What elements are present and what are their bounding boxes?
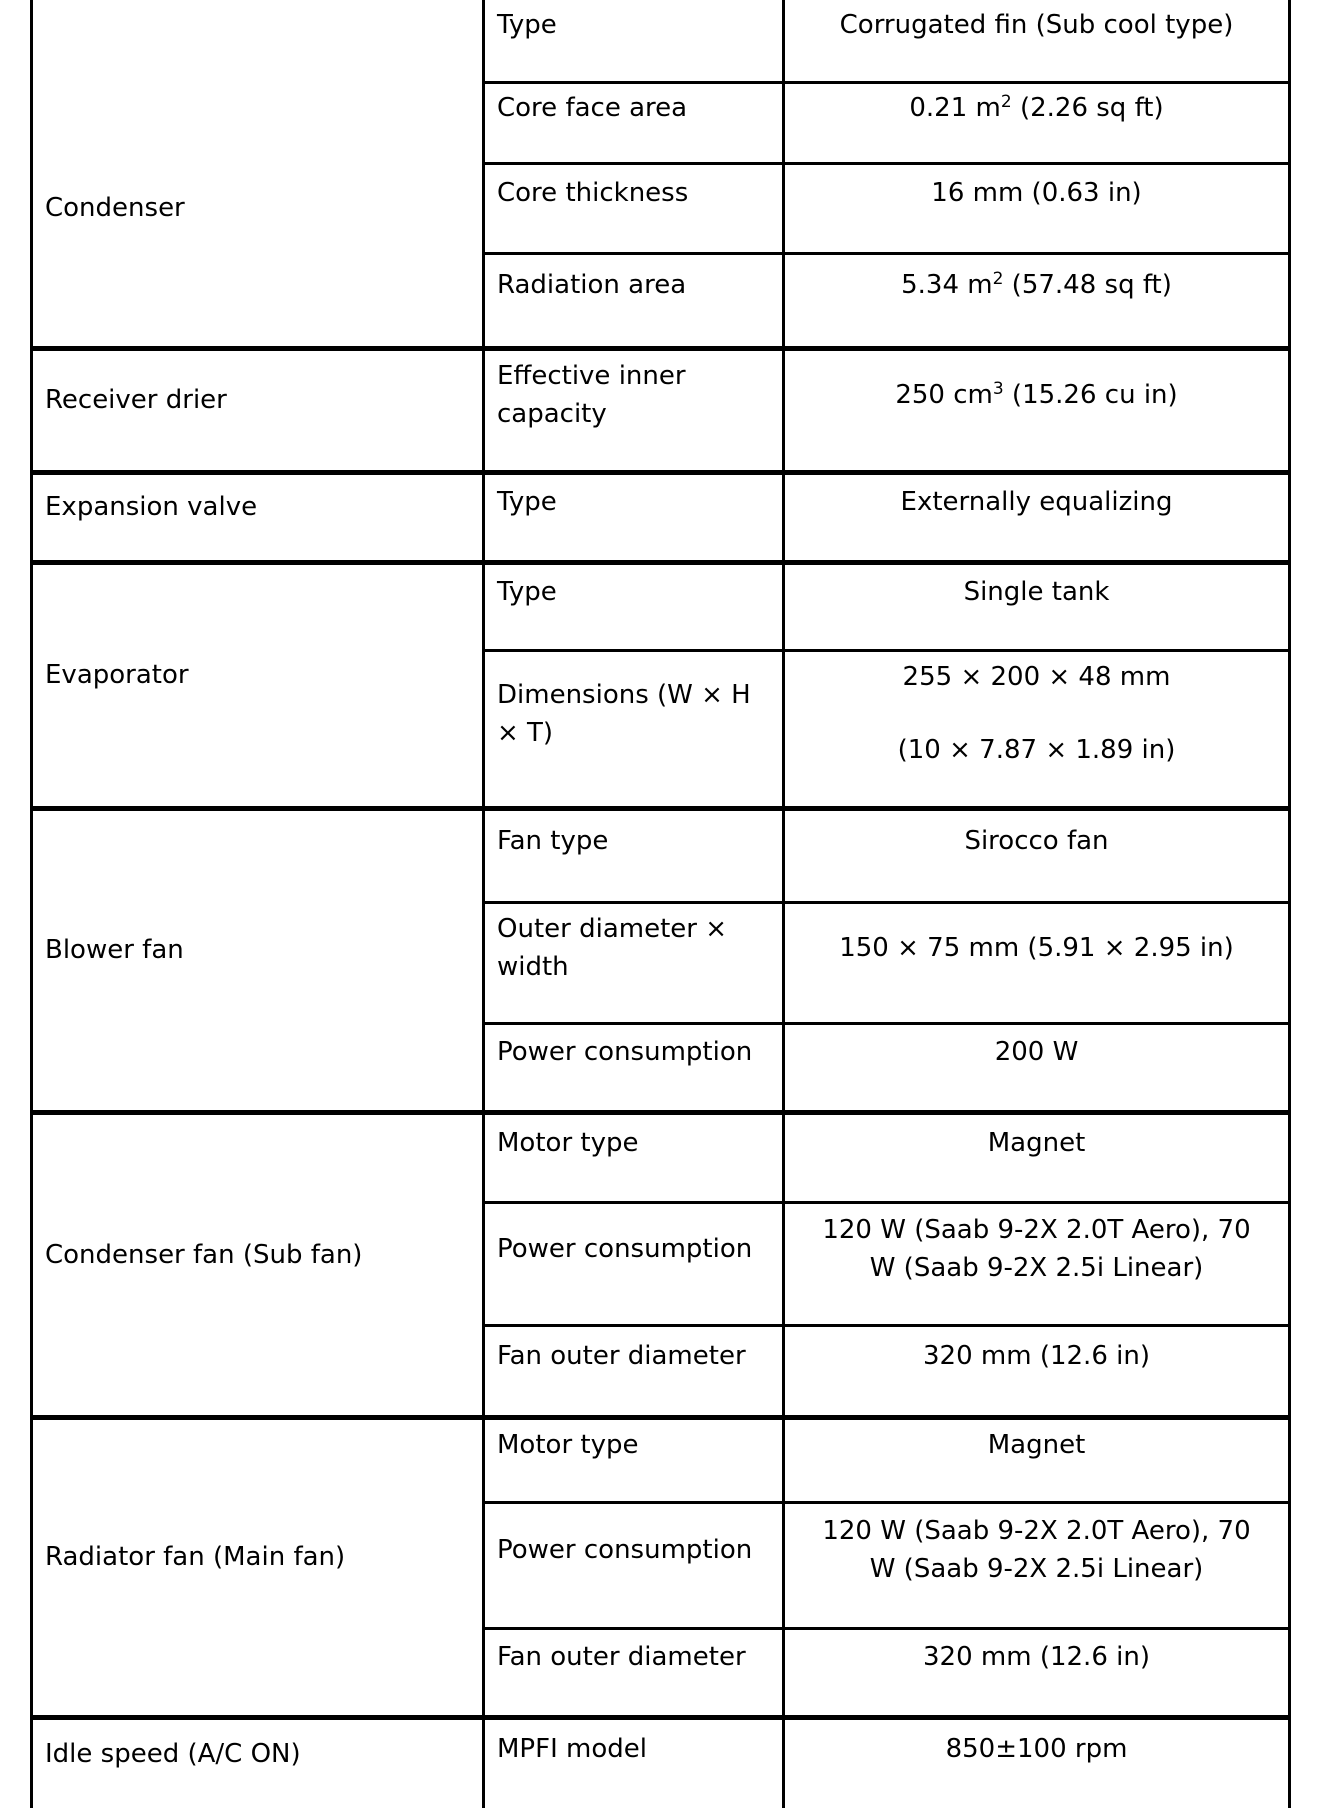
property-cell: Fan outer diameter (484, 1628, 784, 1717)
property-cell: Motor type (484, 1417, 784, 1502)
property-cell: Dimensions (W × H × T) (484, 650, 784, 808)
property-cell: Type (484, 472, 784, 562)
value-cell: 120 W (Saab 9-2X 2.0T Aero), 70 W (Saab 9-2X 2.5i Linear) (784, 1502, 1290, 1628)
table-row (32, 562, 1290, 650)
property-cell: Core thickness (484, 163, 784, 253)
property-cell: Motor type (484, 1112, 784, 1202)
value-cell: Sirocco fan (784, 808, 1290, 902)
value-superscript: 2 (1000, 91, 1012, 112)
table-row (32, 1417, 1290, 1502)
section-label-receiver-drier: Receiver drier (32, 348, 484, 472)
value-text: 0.21 m (909, 92, 1001, 123)
value-cell: 150 × 75 mm (5.91 × 2.95 in) (784, 902, 1290, 1023)
property-cell: Radiation area (484, 253, 784, 348)
property-cell: MPFI model (484, 1717, 784, 1808)
value-text: (15.26 cu in) (1003, 380, 1178, 410)
property-cell: Power consumption (484, 1502, 784, 1628)
table-row (32, 808, 1290, 902)
property-cell: Type (484, 562, 784, 650)
value-superscript: 2 (992, 269, 1004, 289)
value-cell: 320 mm (12.6 in) (784, 1628, 1290, 1717)
value-cell: Magnet (784, 1112, 1290, 1202)
section-label-radiator-fan: Radiator fan (Main fan) (32, 1417, 484, 1717)
table-row (32, 1717, 1290, 1808)
section-label-expansion-valve: Expansion valve (32, 472, 484, 562)
value-text: 250 cm (895, 380, 993, 410)
value-cell: 320 mm (12.6 in) (784, 1325, 1290, 1417)
property-cell: Core face area (484, 82, 784, 163)
value-cell: 120 W (Saab 9-2X 2.0T Aero), 70 W (Saab 9-2X 2.5i Linear) (784, 1202, 1290, 1325)
property-cell: Fan outer diameter (484, 1325, 784, 1417)
property-cell: Power consumption (484, 1202, 784, 1325)
value-cell: 16 mm (0.63 in) (784, 163, 1290, 253)
value-cell (784, 348, 1290, 472)
section-label-idle-speed: Idle speed (A/C ON) (32, 1717, 484, 1808)
property-cell: Type (484, 0, 784, 82)
table-row (32, 0, 1290, 82)
table-row (32, 348, 1290, 472)
value-cell: 200 W (784, 1023, 1290, 1112)
value-cell: Magnet (784, 1417, 1290, 1502)
value-line: 255 × 200 × 48 mm (902, 662, 1171, 692)
value-text: 5.34 m (901, 270, 993, 300)
table-row (32, 1112, 1290, 1202)
table-row (32, 472, 1290, 562)
value-text: (57.48 sq ft) (1003, 270, 1172, 300)
value-cell: Single tank (784, 562, 1290, 650)
property-cell: Fan type (484, 808, 784, 902)
section-label-blower-fan: Blower fan (32, 808, 484, 1112)
property-cell: Power consumption (484, 1023, 784, 1112)
value-cell: Corrugated fin (Sub cool type) (784, 0, 1290, 82)
value-line: (10 × 7.87 × 1.89 in) (897, 735, 1176, 765)
section-label-condenser-fan: Condenser fan (Sub fan) (32, 1112, 484, 1417)
section-label-evaporator: Evaporator (32, 562, 484, 808)
value-superscript: 3 (992, 379, 1004, 399)
value-cell: Externally equalizing (784, 472, 1290, 562)
property-cell: Outer diameter × width (484, 902, 784, 1023)
value-cell (784, 82, 1290, 163)
property-cell: Effective inner capacity (484, 348, 784, 472)
specifications-table (30, 0, 1291, 1808)
value-cell: 850±100 rpm (784, 1717, 1290, 1808)
value-cell (784, 650, 1290, 808)
section-label-condenser: Condenser (32, 0, 484, 348)
value-cell (784, 253, 1290, 348)
value-text: (2.26 sq ft) (1011, 92, 1164, 123)
